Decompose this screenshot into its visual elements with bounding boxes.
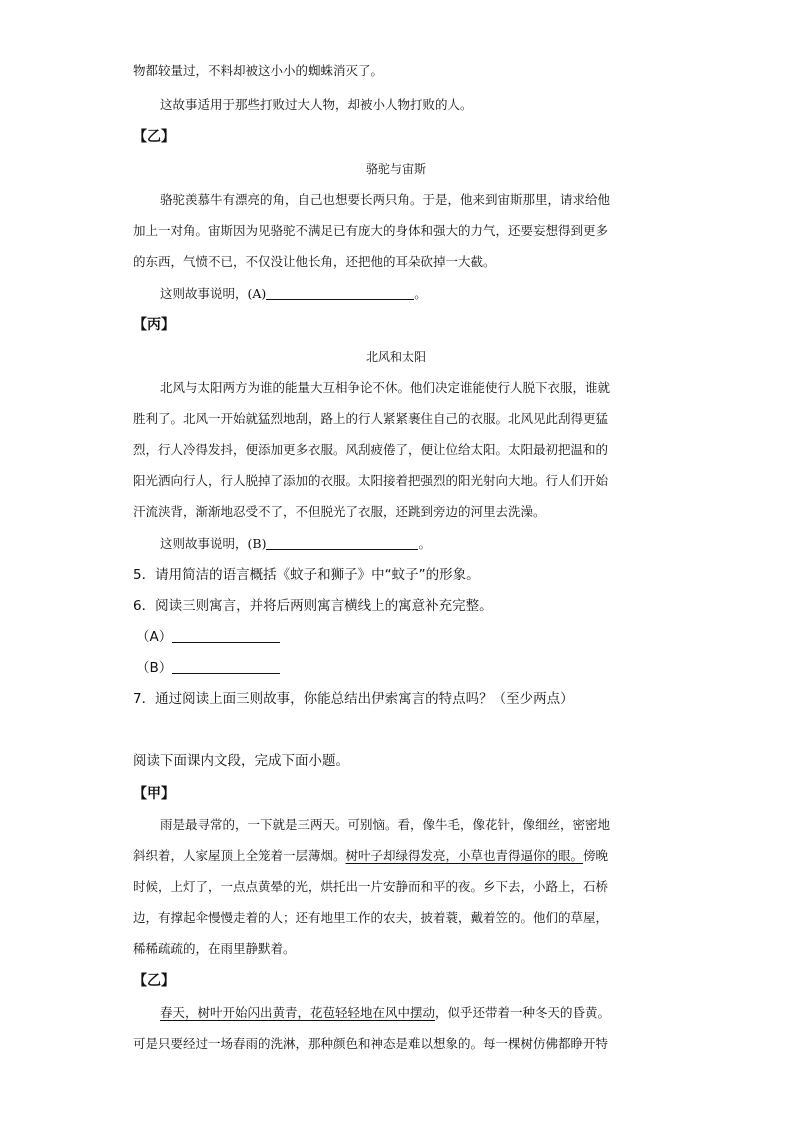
text-line: 胜利了。北风一开始就猛烈地刮，路上的行人紧紧裹住自己的衣服。北风见此刮得更猛 (133, 411, 609, 426)
section-header-jia: 【甲】 (133, 786, 175, 802)
answer-blank-a[interactable] (266, 286, 414, 300)
text-line: 汗流浃背，渐渐地忍受不了，不但脱光了衣服，还跳到旁边的河里去洗澡。 (133, 504, 546, 519)
question-7: 7．通过阅读上面三则故事，你能总结出伊索寓言的特点吗？（至少两点） (133, 691, 574, 707)
section-header-bing: 【丙】 (133, 317, 175, 333)
story-title-wind-sun: 北风和太阳 (366, 350, 427, 364)
text-span: 傍晚 (583, 848, 609, 863)
text-line: 雨是最寻常的，一下就是三两天。可别恼。看，像牛毛，像花针，像细丝，密密地 (160, 817, 611, 832)
text-line (133, 847, 608, 865)
text-line: 加上一对角。宙斯因为见骆驼不满足已有庞大的身体和强大的力气，还要妄想得到更多 (133, 223, 609, 238)
text-line: 骆驼羡慕牛有漂亮的角，自己也想要长两只角。于是，他来到宙斯那里，请求给他 (160, 192, 611, 207)
explain-prefix: 这则故事说明，(B) (160, 536, 267, 551)
section2-intro: 阅读下面课内文段，完成下面小题。 (133, 753, 349, 769)
answer-blank-q6a[interactable] (172, 629, 280, 643)
answer-line-a (136, 628, 280, 646)
question-6: 6．阅读三则寓言，并将后两则寓言横线上的寓意补充完整。 (133, 598, 493, 614)
explain-line-b (160, 535, 431, 553)
story-title-camel: 骆驼与宙斯 (366, 162, 427, 176)
moral-line: 这故事适用于那些打败过大人物，却被小人物打败的人。 (160, 97, 473, 112)
text-line: 的东西，气愤不已，不仅没让他长角，还把他的耳朵砍掉一大截。 (133, 254, 496, 269)
text-line: 时候，上灯了，一点点黄晕的光，烘托出一片安静而和平的夜。乡下去，小路上，石桥 (133, 879, 609, 894)
text-line (160, 1004, 610, 1022)
explain-prefix: 这则故事说明，(A) (160, 286, 267, 301)
text-line: 可是只要经过一场春雨的洗淋，那种颜色和神态是难以想象的。每一棵树仿佛都睁开特 (133, 1036, 609, 1051)
period: 。 (414, 286, 427, 301)
text-line: 物都较量过，不料却被这小小的蜘蛛消灭了。 (133, 63, 384, 78)
underlined-sentence: 树叶子却绿得发亮，小草也青得逼你的眼。 (345, 848, 584, 863)
answer-blank-q6b[interactable] (172, 660, 280, 674)
text-span: 斜织着，人家屋顶上全笼着一层薄烟。 (133, 848, 346, 863)
explain-line-a (160, 285, 427, 303)
underlined-sentence: 春天，树叶开始闪出黄青，花苞轻轻地在风中摆动 (160, 1005, 436, 1020)
answer-line-b (136, 659, 280, 677)
section-header-yi-2: 【乙】 (133, 973, 175, 989)
question-5: 5．请用简洁的语言概括《蚊子和狮子》中“蚊子”的形象。 (133, 567, 480, 583)
answer-label-a: （A） (136, 629, 173, 645)
text-span: ，似乎还带着一种冬天的昏黄。 (435, 1005, 611, 1020)
text-line: 烈，行人冷得发抖，便添加更多衣服。风刮疲倦了，便让位给太阳。太阳最初把温和的 (133, 442, 609, 457)
text-line: 稀稀疏疏的，在雨里静默着。 (133, 941, 296, 956)
answer-label-b: （B） (136, 660, 173, 676)
text-line: 边，有撑起伞慢慢走着的人；还有地里工作的农夫，披着蓑，戴着笠的。他们的草屋， (133, 910, 609, 925)
period: 。 (418, 536, 431, 551)
text-line: 北风与太阳两方为谁的能量大互相争论不休。他们决定谁能使行人脱下衣服，谁就 (160, 380, 611, 395)
answer-blank-b[interactable] (266, 536, 418, 550)
section-header-yi: 【乙】 (133, 129, 175, 145)
text-line: 阳光洒向行人，行人脱掉了添加的衣服。太阳接着把强烈的阳光射向大地。行人们开始 (133, 473, 609, 488)
